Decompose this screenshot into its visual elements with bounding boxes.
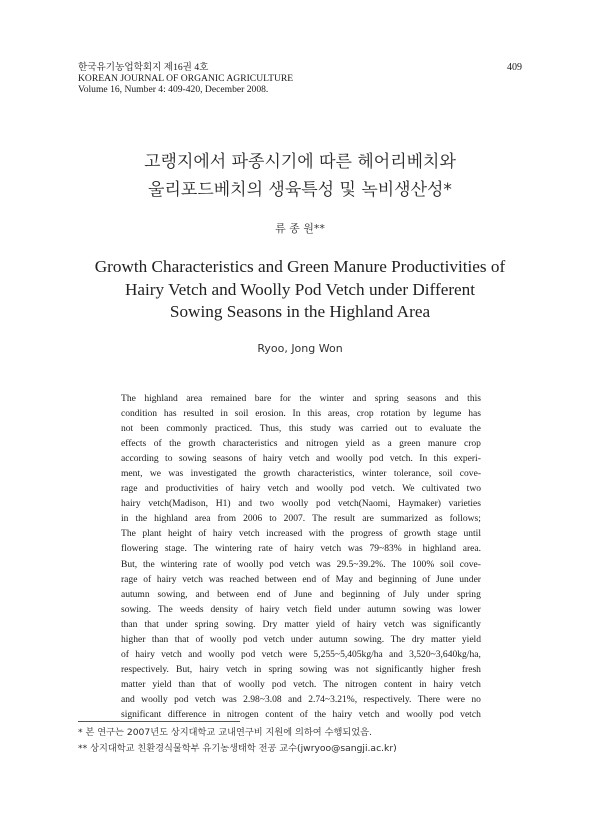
abstract-line: according to sowing seasons of hairy vetch and woolly pod vetch. In this experi-: [121, 453, 481, 465]
author-korean: 류 종 원**: [275, 222, 325, 235]
abstract-line: ment, we was investigated the growth characteristics, winter tolerance, soil cove-: [121, 468, 481, 480]
abstract-line: rage and productivities of hairy vetch and woolly pod vetch. We cultivated two: [121, 483, 481, 495]
journal-name-korean: 한국유기농업학회지 제16권 4호: [78, 62, 209, 73]
abstract-line: autumn sowing, and between end of June and beginning of July under spring: [121, 588, 481, 600]
abstract-line: rage of hairy vetch was reached between end of May and beginning of June under: [121, 573, 481, 585]
abstract: [121, 391, 481, 722]
title-korean-line-2: 울리포드베치의 생육특성 및 녹비생산성*: [148, 180, 452, 200]
abstract-line: of hairy vetch and woolly pod vetch were 5,255~5,405kg/ha and 3,520~3,640kg/ha,: [121, 648, 481, 660]
abstract-line: hairy vetch(Madison, H1) and two woolly pod vetch(Naomi, Haymaker) varieties: [121, 498, 481, 510]
abstract-line: matter yield than that of woolly pod vetch. The nitrogen content in hairy vetch: [121, 678, 481, 690]
abstract-line: significant difference in nitrogen content of the hairy vetch and woolly pod vetch: [121, 708, 481, 720]
abstract-line: in the highland area from 2006 to 2007. The result are summarized as follows;: [121, 513, 481, 525]
abstract-line: than that under spring sowing. Dry matter yield of hairy vetch was significantly: [121, 618, 481, 630]
footnote-divider: [78, 721, 240, 722]
abstract-line: not been commonly practiced. Thus, this study was carried out to evaluate the: [121, 423, 481, 435]
title-english-line-3: Sowing Seasons in the Highland Area: [169, 302, 431, 321]
abstract-line: condition has resulted in soil erosion. In this areas, crop rotation by legume has: [121, 408, 481, 420]
author-english: Ryoo, Jong Won: [257, 342, 343, 355]
title-english: [0, 256, 600, 324]
abstract-line: respectively. But, hairy vetch in spring sowing was not significantly higher fresh: [121, 663, 481, 675]
footnote-funding: * 본 연구는 2007년도 상지대학교 교내연구비 지원에 의하여 수행되었음.: [78, 727, 372, 738]
abstract-line: and woolly pod vetch was 2.98~3.08 and 2.74~3.21%, respectively. There were no: [121, 693, 481, 705]
abstract-line: sowing. The weeds density of hairy vetch field under autumn sowing was lower: [121, 603, 481, 615]
abstract-line: But, the wintering rate of woolly pod vetch was 29.5~39.2%. The 100% soil cove-: [121, 558, 481, 570]
journal-header: [78, 62, 293, 95]
abstract-line: The plant height of hairy vetch increased with the progress of growth stage until: [121, 528, 481, 540]
title-korean-line-1: 고랭지에서 파종시기에 따른 헤어리베치와: [144, 152, 456, 172]
abstract-line: flowering stage. The wintering rate of hairy vetch was 79~83% in highland area.: [121, 543, 481, 555]
footnotes: [78, 725, 397, 757]
footnote-affiliation: ** 상지대학교 친환경식물학부 유기농생태학 전공 교수(jwryoo@sangji.ac.kr): [78, 743, 397, 754]
page-number: 409: [507, 62, 522, 73]
title-english-line-1: Growth Characteristics and Green Manure Productivities of: [94, 257, 506, 276]
title-korean: [0, 148, 600, 204]
abstract-line: higher than that of woolly pod vetch under autumn sowing. The dry matter yield: [121, 633, 481, 645]
journal-name-english: KOREAN JOURNAL OF ORGANIC AGRICULTURE: [78, 73, 294, 84]
journal-volume-info: Volume 16, Number 4: 409-420, December 2008.: [78, 84, 269, 95]
title-english-line-2: Hairy Vetch and Woolly Pod Vetch under Different: [124, 279, 476, 299]
abstract-line: The highland area remained bare for the winter and spring seasons and this: [121, 393, 481, 404]
abstract-line: effects of the growth characteristics and nitrogen yield as a green manure crop: [121, 438, 481, 450]
